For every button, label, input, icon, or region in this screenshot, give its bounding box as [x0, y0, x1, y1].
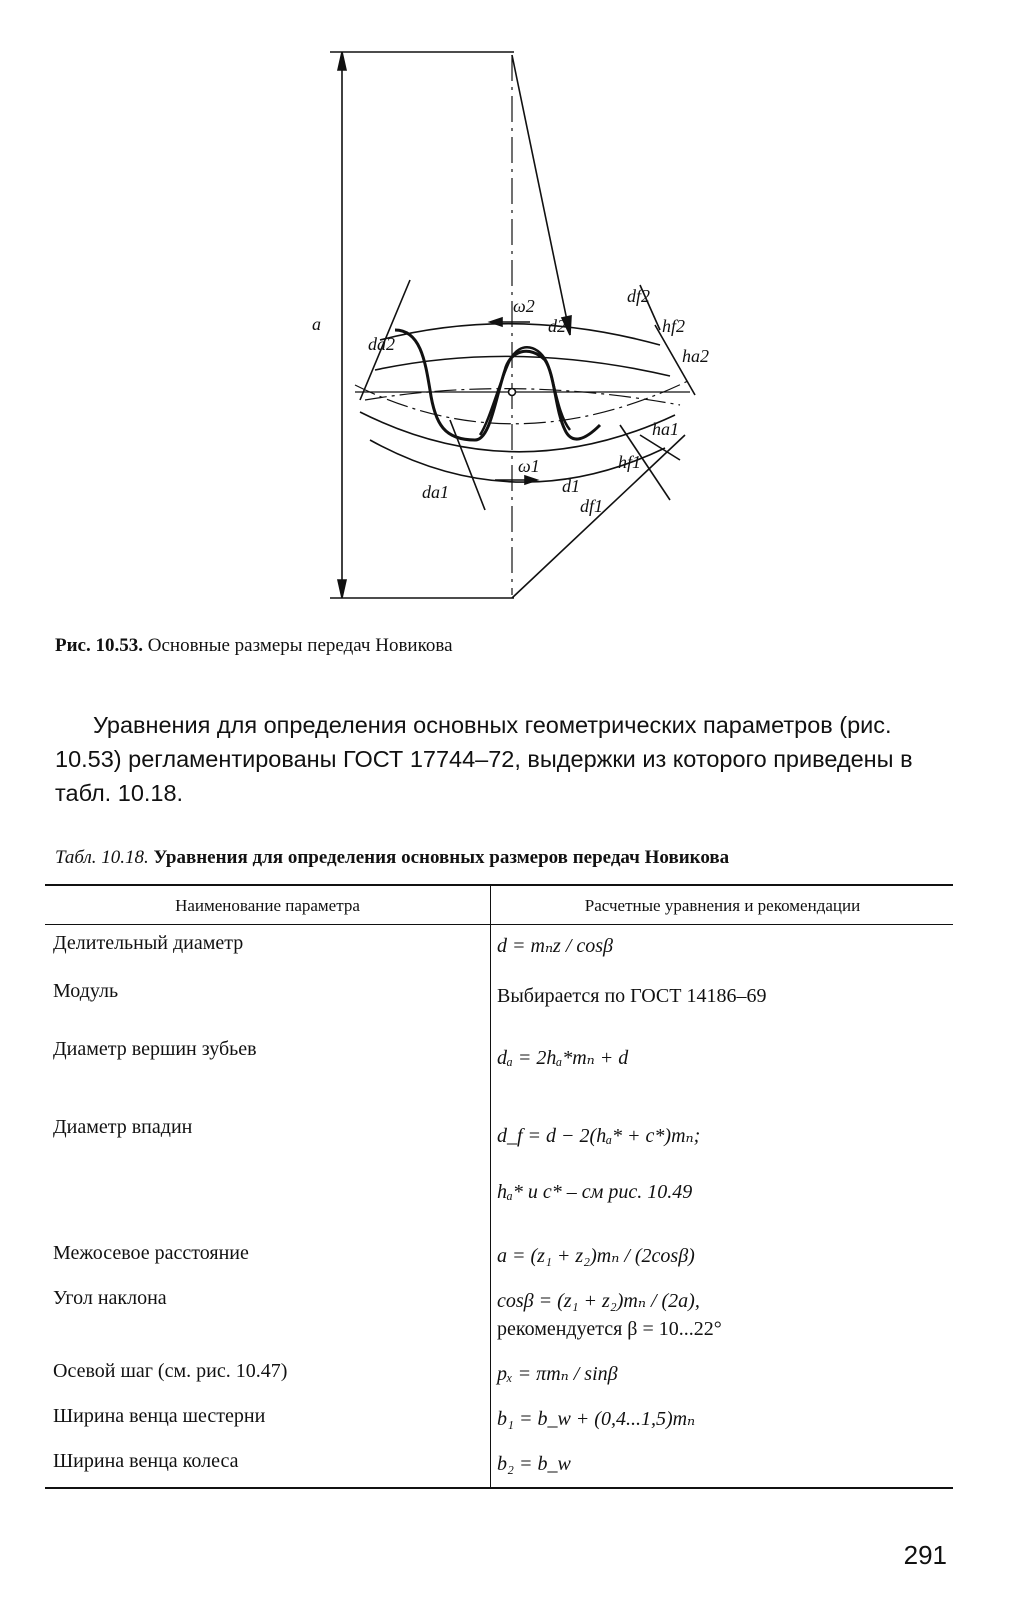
param-name: Межосевое расстояние — [53, 1242, 249, 1264]
parameters-table — [45, 884, 953, 1489]
page-number: 291 — [903, 1540, 947, 1570]
gear-diagram — [300, 40, 740, 610]
param-name: Ширина венца шестерни — [53, 1405, 266, 1427]
label-df2: df2 — [627, 286, 651, 306]
figure-caption — [55, 635, 453, 657]
novikov-gear-drawing — [300, 40, 740, 610]
param-formula: a = (z₁ + z₂)mₙ / (2cosβ) — [497, 1245, 695, 1267]
param-name: Осевой шаг (см. рис. 10.47) — [53, 1360, 288, 1382]
param-formula: cosβ = (z₁ + z₂)mₙ / (2a), рекомендуется β = 10...22° — [497, 1290, 722, 1340]
label-a: a — [312, 314, 321, 334]
label-d1: d1 — [562, 476, 580, 496]
arc-df2 — [380, 324, 660, 345]
param-formula: dₐ = 2hₐ*mₙ + d — [497, 1047, 629, 1069]
param-name: Модуль — [53, 980, 119, 1002]
label-da1: da1 — [422, 482, 449, 502]
figure-caption-text: Основные размеры передач Новикова — [147, 635, 453, 656]
body-paragraph: Уравнения для определения основных геометрических параметров (рис. 10.53) регламентированы ГОСТ 17744–72, выдержки из которого приведены в табл. 10.18. — [55, 712, 913, 806]
label-omega1: ω1 — [518, 456, 540, 476]
figure-caption-number: Рис. 10.53. — [55, 635, 143, 656]
table-caption — [55, 847, 729, 869]
table-header-parameter: Наименование параметра — [175, 896, 360, 915]
label-d2: d2 — [548, 316, 566, 336]
param-formula: d = mₙz / cosβ — [497, 935, 614, 957]
param-name: Диаметр впадин — [53, 1116, 193, 1138]
label-df1: df1 — [580, 496, 604, 516]
table-caption-title: Уравнения для определения основных размеров передач Новикова — [153, 847, 730, 868]
param-name: Ширина венца колеса — [53, 1450, 239, 1472]
table-header-formula: Расчетные уравнения и рекомендации — [584, 896, 861, 915]
label-omega2: ω2 — [513, 296, 535, 316]
label-ha1: ha1 — [652, 419, 679, 439]
label-da2: da2 — [368, 334, 395, 354]
param-formula: d_f = d − 2(hₐ* + c*)mₙ; hₐ* и c* – см рис. 10.49 — [497, 1125, 701, 1203]
param-formula: b₂ = b_w — [497, 1453, 571, 1475]
param-name: Диаметр вершин зубьев — [53, 1038, 257, 1060]
param-name: Делительный диаметр — [53, 932, 244, 954]
label-hf2: hf2 — [662, 316, 686, 336]
param-formula: Выбирается по ГОСТ 14186–69 — [497, 985, 767, 1007]
label-hf1: hf1 — [618, 452, 642, 472]
param-formula: b₁ = b_w + (0,4...1,5)mₙ — [497, 1408, 696, 1430]
label-ha2: ha2 — [682, 346, 709, 366]
param-formula: pₓ = πmₙ / sinβ — [497, 1363, 618, 1385]
table-caption-number: Табл. 10.18. — [55, 847, 149, 868]
param-name: Угол наклона — [53, 1287, 167, 1309]
